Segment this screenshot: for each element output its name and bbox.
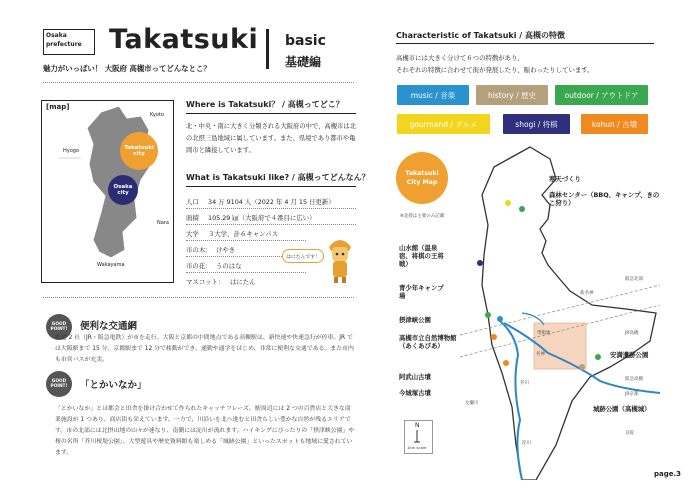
- point-title-transport: 便利な交通網: [80, 321, 138, 332]
- info-value: 34 万 9104 人（2022 年 4 月 15 日更新）: [208, 198, 335, 206]
- takatsuki-city-marker: [120, 132, 158, 170]
- like-heading: What is Takatsuki like? / 高槻ってどんなん？: [186, 173, 370, 182]
- point-text-transport: 鉄道 2 社（JR・阪急電鉄）が市を走行。大阪と京都の中間地点である高槻駅は、新快速や快速急行が停車。JR では大阪駅まで 15 分、京都駅まで 12 分で移動ができ、通勤や通学をはじめ、非常に便利な交通である。また市内も市営バスが充実。: [55, 335, 354, 363]
- takatsuki-city-label: Takatsuki city: [124, 145, 154, 157]
- map-legend-label: 芥川: [520, 381, 529, 386]
- header-separator: [43, 82, 354, 83]
- compass-north: N: [415, 422, 420, 429]
- info-key: 市の木：: [186, 246, 212, 254]
- city-map-badge: [396, 152, 448, 204]
- info-row-population: [186, 197, 356, 206]
- map-legend-label: 淀川: [522, 441, 531, 446]
- station-label: JR京都: [625, 392, 639, 397]
- info-key: 大学: [186, 230, 199, 238]
- info-row-area: [186, 213, 356, 222]
- station-label: 京阪: [625, 431, 634, 436]
- level-ja: 基礎編: [285, 55, 322, 69]
- compass-arrow-icon: [410, 430, 425, 446]
- map-legend-label: 帯街地: [537, 331, 551, 336]
- mascot-speech-bubble: [282, 249, 324, 263]
- tag-label: gourmand / グルメ: [409, 119, 478, 129]
- info-value: けやき: [216, 246, 236, 254]
- page-number: page.3: [654, 470, 682, 478]
- spot-forest-center: 森林センター（BBQ、キャンプ、きのこ狩り）: [549, 191, 660, 207]
- tag-music: [397, 85, 469, 105]
- page-title: Takatsuki: [109, 24, 259, 55]
- map-label: [map]: [46, 103, 70, 111]
- like-rule: [186, 186, 356, 187]
- where-heading: Where is Takatsuki？ / 高槻ってどこ？: [186, 100, 344, 109]
- osaka-city-label: Osaka city: [113, 184, 133, 196]
- good-point-badge: [46, 371, 72, 397]
- section-separator: [43, 297, 354, 298]
- osaka-prefecture-map: [41, 100, 173, 282]
- station-label: 阪急高槻: [625, 377, 643, 382]
- tag-history: [476, 85, 548, 105]
- where-text: 北・中央・南に大きく分類される大阪府の中で、高槻市は北の北摂三島地域に属しています。また、県境であり都市や亀岡市と隣接しています。: [186, 123, 356, 154]
- tag-kohun: [581, 114, 648, 134]
- tag-shogi: [503, 114, 570, 134]
- prefecture-label: Osaka prefecture: [46, 32, 82, 48]
- spot-settsukyo: 摂津峡公園: [399, 316, 431, 324]
- station-label: 阪急北部: [625, 277, 643, 282]
- tag-label: shogi / 将棋: [515, 119, 558, 129]
- tag-gourmand: [397, 114, 490, 134]
- info-key: マスコット：: [186, 278, 225, 286]
- point-text-tokainaka: 「とかいなか」とは都会と田舎を掛け合わせて作られたキャッチフレーズ。駅周辺には 2 つの百貨店と大きな商業施設が 1 つあり、商店街も栄えています。一方で、川沿いを北へ進むと田舎らしい豊かな自然が残るエリアです。市の北部には北摂山地の山々が連なり、南側には淀川が流れます。ハイキングにぴったりの「摂津峡公園」や桜の名所「芥川桜堤公園」、大型遊具や歴史資料館も楽しめる「城跡公園」といったスポットも地域に愛されています。: [55, 406, 355, 456]
- map-legend-label: 名神: [536, 352, 545, 357]
- tag-outdoor: [555, 85, 648, 105]
- map-legend-label: 新名神: [580, 291, 594, 296]
- spot-sansuikan: 山水館（温泉宿、将棋の王将戦）: [399, 244, 444, 268]
- spot-castle-park: 城跡公園（高槻城）: [593, 405, 651, 413]
- info-key: 人口: [186, 198, 199, 206]
- row-divider: [186, 272, 306, 273]
- spot-ama-ruins: 安満遺跡公園: [610, 351, 649, 359]
- place-kyoto: Kyoto: [150, 112, 164, 118]
- tag-label: music / 音楽: [410, 90, 456, 100]
- spot-youth-camp: 青少年キャンプ場: [399, 284, 444, 300]
- city-map-badge-text: Takatsuki City Map: [405, 170, 439, 186]
- compass-scale: 1km scale: [407, 445, 427, 450]
- place-hyogo: Hyogo: [63, 148, 80, 154]
- tag-label: outdoor / アウトドア: [564, 90, 639, 100]
- good-point-badge-text: GOOD POINT!: [50, 322, 68, 332]
- row-divider: [186, 240, 306, 241]
- info-value: うのはな: [216, 262, 242, 270]
- spot-nature-museum: 高槻市立自然博物館（あくあぴあ）: [399, 334, 457, 350]
- osaka-city-marker: [108, 175, 138, 205]
- map-legend-label: 女瀬川: [465, 401, 479, 406]
- info-key: 面積: [186, 214, 199, 222]
- characteristic-text-1: 高槻市には大きく分けて６つの特徴があり、: [396, 54, 524, 62]
- characteristic-text-2: それぞれの特徴に合わせて街が発展したり、賑わったりしています。: [396, 66, 594, 74]
- tag-label: kohun / 古墳: [591, 119, 638, 129]
- info-value: ３大学、計６キャンパス: [208, 230, 278, 238]
- spot-imashirozuka: 今城塚古墳: [399, 389, 431, 397]
- row-divider: [186, 208, 356, 209]
- page-subtitle: 魅力がいっぱい！ 大阪府 高槻市ってどんなとこ？: [43, 64, 211, 73]
- info-value: はにたん: [230, 278, 256, 286]
- city-map-note: ※北摂は主要のみ記載: [400, 214, 445, 219]
- point-title-tokainaka: 「とかいなか」: [80, 380, 147, 391]
- hanitan-mascot-icon: [325, 233, 355, 285]
- row-divider: [186, 224, 356, 225]
- spot-abuyama: 阿武山古墳: [399, 373, 431, 381]
- mascot-bubble-text: はにたんです！: [286, 254, 320, 260]
- level-en: basic: [285, 33, 326, 49]
- spot-kanten: 寒天づくり: [549, 175, 581, 183]
- characteristic-rule: [396, 43, 654, 44]
- where-rule: [186, 113, 356, 114]
- characteristic-heading: Characteristic of Takatsuki / 高槻の特徴: [396, 31, 565, 40]
- info-key: 市の花：: [186, 262, 212, 270]
- title-divider: [266, 29, 269, 69]
- place-wakayama: Wakayama: [97, 262, 125, 268]
- good-point-badge-text: GOOD POINT!: [50, 379, 68, 389]
- tag-label: history / 歴史: [487, 90, 537, 100]
- info-value: 105.29 ㎢（大阪府で４番目に広い）: [208, 214, 316, 222]
- station-label: JR高槻: [625, 331, 639, 336]
- place-nara: Nara: [157, 220, 169, 226]
